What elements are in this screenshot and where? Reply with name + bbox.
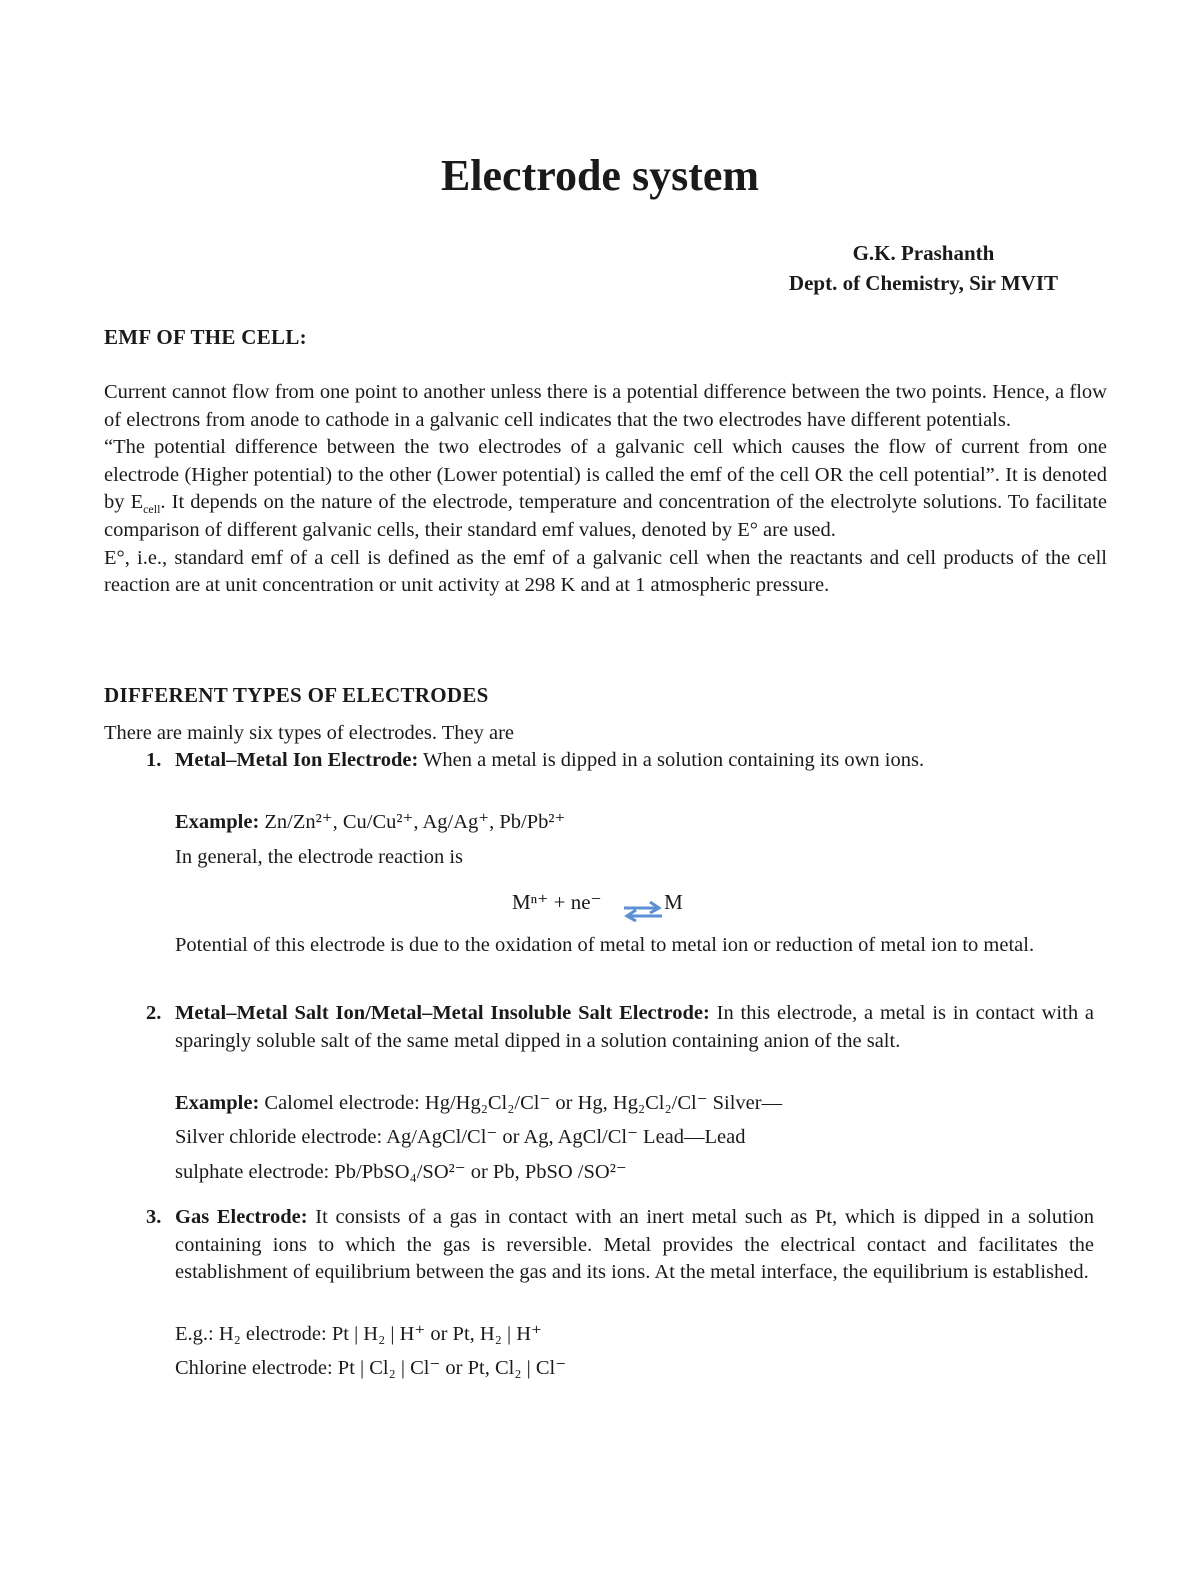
item-text: When a metal is dipped in a solution containing its own ions. xyxy=(423,749,925,771)
item-body xyxy=(175,1204,1094,1287)
electrode-item-1 xyxy=(104,747,1094,775)
item-number: 1. xyxy=(146,749,162,771)
emf-body xyxy=(104,379,1107,600)
item2-example-line3: sulphate electrode: Pb/PbSO₄/SO²⁻ or Pb, PbSO /SO²⁻ xyxy=(175,1161,627,1183)
emf-p2-part-b: . It depends on the nature of the electrode, temperature and concentration of the electrolyte solutions. To facilitate comparison of different galvanic cells, their standard emf values, denoted by E° are used. xyxy=(104,491,1107,541)
equation-right: M xyxy=(664,890,683,914)
emf-paragraph-3: E°, i.e., standard emf of a cell is defined as the emf of a galvanic cell when the reactants and cell products of the cell reaction are at unit concentration or unit activity at 298 K and at 1 atmospheric pressure. xyxy=(104,546,1107,597)
emf-paragraph-2 xyxy=(104,434,1107,544)
equation-left: Mⁿ⁺ + ne⁻ xyxy=(512,890,602,914)
item1-example xyxy=(175,809,565,836)
item1-general: In general, the electrode reaction is xyxy=(175,846,463,868)
emf-p2-part-a: “The potential difference between the two electrodes of a galvanic cell which causes the flow of current from one electrode (Higher potential) to the other (Lower potential) is called the emf of the cell OR the cell potential”. It is denoted by E xyxy=(104,436,1107,514)
emf-paragraph-1: Current cannot flow from one point to another unless there is a potential difference between the two points. Hence, a flow of electrons from anode to cathode in a galvanic cell indicates that the two electrodes have different potentials. xyxy=(104,381,1107,431)
item1-potential: Potential of this electrode is due to the oxidation of metal to metal ion or reduction of metal ion to metal. xyxy=(175,934,1035,956)
item-heading: Gas Electrode: xyxy=(175,1206,308,1228)
example-label: Example: xyxy=(175,811,260,833)
item2-example-line2: Silver chloride electrode: Ag/AgCl/Cl⁻ or Ag, AgCl/Cl⁻ Lead—Lead xyxy=(175,1126,746,1148)
item-text: In this electrode, a metal is in contact with a sparingly soluble salt of the same metal dipped in a solution containing anion of the salt. xyxy=(175,1002,1094,1052)
item-text: It consists of a gas in contact with an inert metal such as Pt, which is dipped in a solution containing ions to which the gas is reversible. Metal provides the electrical contact and facilitates the establishment of equilibrium between the gas and its ions. At the metal interface, the equilibrium is established. xyxy=(175,1206,1095,1284)
electrode-item-3 xyxy=(104,1204,1094,1287)
item-number: 3. xyxy=(146,1206,162,1228)
item3-example-chlorine: Chlorine electrode: Pt | Cl₂ | Cl⁻ or Pt, Cl₂ | Cl⁻ xyxy=(175,1357,567,1379)
emf-heading: EMF OF THE CELL: xyxy=(104,325,307,349)
emf-p2-subscript: cell xyxy=(143,502,161,517)
item-body xyxy=(175,747,1094,775)
page-title: Electrode system xyxy=(440,151,760,200)
example-text: Calomel electrode: Hg/Hg₂Cl₂/Cl⁻ or Hg, Hg₂Cl₂/Cl⁻ Silver— xyxy=(264,1092,783,1114)
equilibrium-arrow-icon xyxy=(622,900,664,922)
example-label: Example: xyxy=(175,1092,260,1114)
author-name: G.K. Prashanth xyxy=(852,241,995,265)
item2-example-line1 xyxy=(175,1090,782,1117)
item-heading: Metal–Metal Salt Ion/Metal–Metal Insoluble Salt Electrode: xyxy=(175,1002,710,1024)
author-block xyxy=(789,238,1058,298)
item-number: 2. xyxy=(146,1002,162,1024)
item-body xyxy=(175,1000,1094,1055)
item-heading: Metal–Metal Ion Electrode: xyxy=(175,749,419,771)
types-intro: There are mainly six types of electrodes. They are xyxy=(104,722,515,744)
item3-example-hydrogen: E.g.: H₂ electrode: Pt | H₂ | H⁺ or Pt, H₂ | H⁺ xyxy=(175,1323,542,1345)
example-text: Zn/Zn²⁺, Cu/Cu²⁺, Ag/Ag⁺, Pb/Pb²⁺ xyxy=(264,811,566,833)
types-heading: DIFFERENT TYPES OF ELECTRODES xyxy=(104,683,489,707)
author-affiliation: Dept. of Chemistry, Sir MVIT xyxy=(788,271,1058,295)
electrode-item-2 xyxy=(104,1000,1094,1055)
